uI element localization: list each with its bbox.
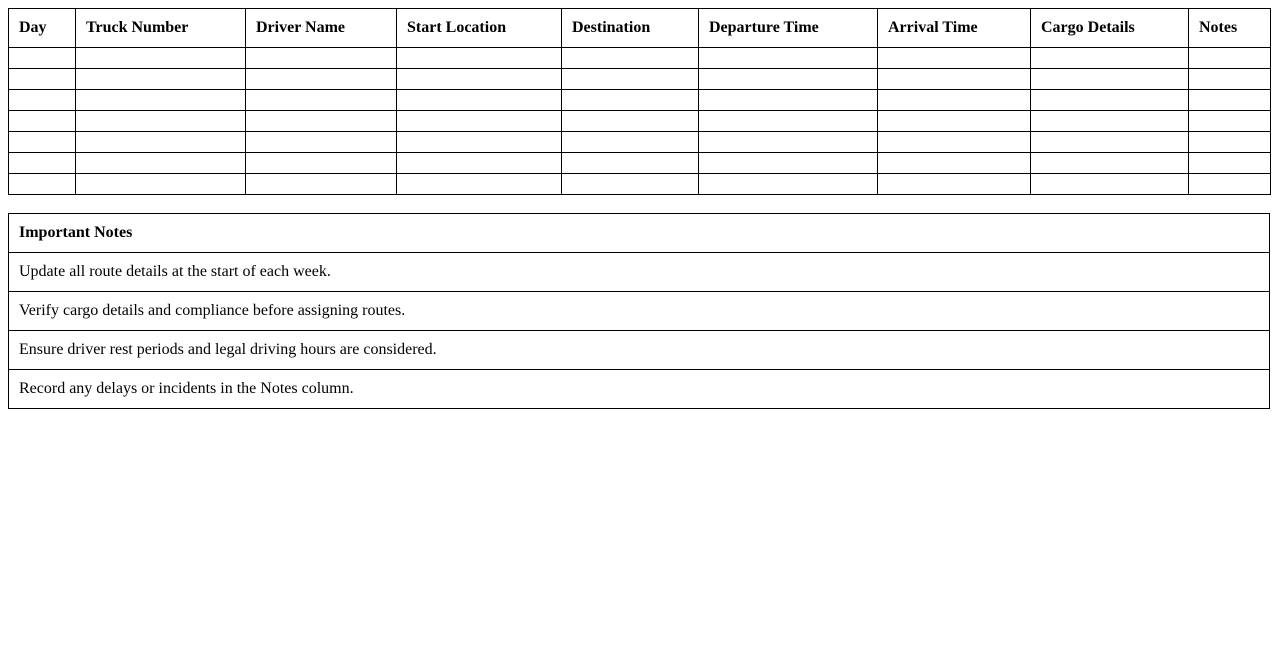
cell-truck-number[interactable] [76, 174, 246, 195]
cell-driver-name[interactable] [246, 174, 397, 195]
table-row [9, 174, 1271, 195]
cell-truck-number[interactable] [76, 153, 246, 174]
table-row [9, 111, 1271, 132]
cell-start-location[interactable] [397, 90, 562, 111]
cell-driver-name[interactable] [246, 132, 397, 153]
cell-destination[interactable] [562, 174, 699, 195]
cell-departure-time[interactable] [699, 174, 878, 195]
cell-day[interactable] [9, 48, 76, 69]
header-cargo-details: Cargo Details [1031, 9, 1189, 48]
notes-header-row [9, 214, 1270, 253]
cell-cargo-details[interactable] [1031, 111, 1189, 132]
cell-day[interactable] [9, 132, 76, 153]
cell-arrival-time[interactable] [878, 69, 1031, 90]
cell-driver-name[interactable] [246, 90, 397, 111]
header-truck-number: Truck Number [76, 9, 246, 48]
cell-cargo-details[interactable] [1031, 174, 1189, 195]
cell-day[interactable] [9, 111, 76, 132]
cell-notes[interactable] [1189, 132, 1271, 153]
table-row [9, 69, 1271, 90]
cell-day[interactable] [9, 90, 76, 111]
cell-start-location[interactable] [397, 153, 562, 174]
important-notes-table [8, 213, 1270, 409]
cell-day[interactable] [9, 153, 76, 174]
cell-truck-number[interactable] [76, 90, 246, 111]
notes-title: Important Notes [9, 214, 1270, 253]
cell-departure-time[interactable] [699, 111, 878, 132]
cell-driver-name[interactable] [246, 111, 397, 132]
cell-truck-number[interactable] [76, 111, 246, 132]
note-row [9, 331, 1270, 370]
cell-departure-time[interactable] [699, 69, 878, 90]
cell-cargo-details[interactable] [1031, 48, 1189, 69]
table-row [9, 48, 1271, 69]
page-content [8, 8, 1270, 409]
cell-start-location[interactable] [397, 69, 562, 90]
cell-start-location[interactable] [397, 111, 562, 132]
header-day: Day [9, 9, 76, 48]
header-destination: Destination [562, 9, 699, 48]
cell-departure-time[interactable] [699, 90, 878, 111]
cell-driver-name[interactable] [246, 69, 397, 90]
cell-departure-time[interactable] [699, 48, 878, 69]
cell-driver-name[interactable] [246, 153, 397, 174]
cell-driver-name[interactable] [246, 48, 397, 69]
cell-notes[interactable] [1189, 153, 1271, 174]
cell-truck-number[interactable] [76, 48, 246, 69]
cell-departure-time[interactable] [699, 153, 878, 174]
cell-notes[interactable] [1189, 111, 1271, 132]
cell-arrival-time[interactable] [878, 111, 1031, 132]
header-start-location: Start Location [397, 9, 562, 48]
cell-arrival-time[interactable] [878, 48, 1031, 69]
cell-cargo-details[interactable] [1031, 69, 1189, 90]
note-row [9, 253, 1270, 292]
cell-notes[interactable] [1189, 90, 1271, 111]
cell-destination[interactable] [562, 90, 699, 111]
cell-cargo-details[interactable] [1031, 132, 1189, 153]
header-notes: Notes [1189, 9, 1271, 48]
cell-notes[interactable] [1189, 174, 1271, 195]
cell-destination[interactable] [562, 69, 699, 90]
note-item: Verify cargo details and compliance before assigning routes. [9, 292, 1270, 331]
cell-start-location[interactable] [397, 48, 562, 69]
table-row [9, 153, 1271, 174]
cell-day[interactable] [9, 174, 76, 195]
cell-destination[interactable] [562, 48, 699, 69]
cell-destination[interactable] [562, 132, 699, 153]
cell-destination[interactable] [562, 111, 699, 132]
cell-destination[interactable] [562, 153, 699, 174]
cell-arrival-time[interactable] [878, 132, 1031, 153]
note-row [9, 292, 1270, 331]
cell-day[interactable] [9, 69, 76, 90]
cell-notes[interactable] [1189, 69, 1271, 90]
cell-cargo-details[interactable] [1031, 90, 1189, 111]
table-row [9, 90, 1271, 111]
cell-departure-time[interactable] [699, 132, 878, 153]
note-item: Ensure driver rest periods and legal driving hours are considered. [9, 331, 1270, 370]
cell-truck-number[interactable] [76, 69, 246, 90]
header-arrival-time: Arrival Time [878, 9, 1031, 48]
cell-start-location[interactable] [397, 174, 562, 195]
cell-start-location[interactable] [397, 132, 562, 153]
cell-arrival-time[interactable] [878, 153, 1031, 174]
header-driver-name: Driver Name [246, 9, 397, 48]
note-row [9, 370, 1270, 409]
table-header-row [9, 9, 1271, 48]
cell-truck-number[interactable] [76, 132, 246, 153]
header-departure-time: Departure Time [699, 9, 878, 48]
note-item: Record any delays or incidents in the Notes column. [9, 370, 1270, 409]
cell-arrival-time[interactable] [878, 174, 1031, 195]
note-item: Update all route details at the start of each week. [9, 253, 1270, 292]
cell-cargo-details[interactable] [1031, 153, 1189, 174]
route-schedule-table [8, 8, 1271, 195]
cell-arrival-time[interactable] [878, 90, 1031, 111]
table-row [9, 132, 1271, 153]
cell-notes[interactable] [1189, 48, 1271, 69]
